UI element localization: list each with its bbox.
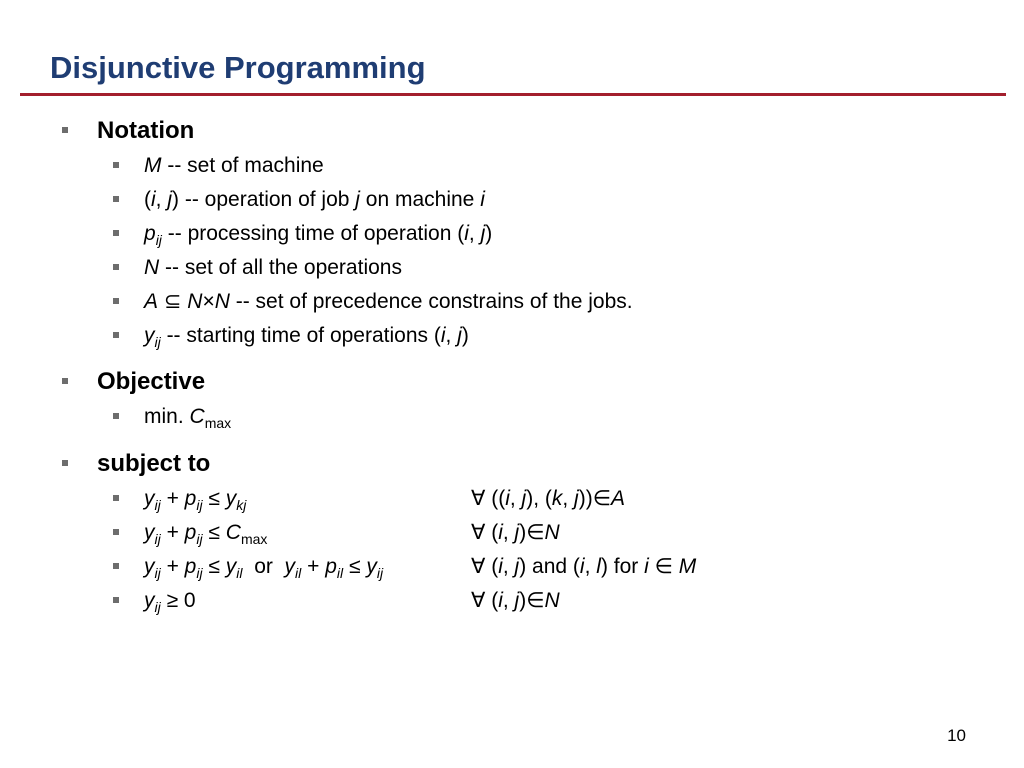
notation-heading: Notation — [97, 117, 195, 144]
square-bullet-icon — [113, 413, 119, 419]
constraint-nonnegativity-domain: ∀ (i, j)∈N — [471, 589, 560, 612]
square-bullet-icon — [62, 378, 68, 384]
constraint-precedence: $y_{ij} + p_{ij} \le y_{kj}$ — [144, 487, 247, 513]
constraint-nonnegativity: $y_{ij} \ge 0$ — [144, 589, 196, 615]
square-bullet-icon — [113, 529, 119, 535]
notation-item-operation: (i, j) -- operation of job j on machine i — [144, 188, 485, 211]
constraint-precedence-domain: ∀ ((i, j), (k, j))∈A — [471, 487, 625, 510]
square-bullet-icon — [113, 196, 119, 202]
constraints-heading: subject to — [97, 450, 211, 477]
page-number: 10 — [947, 726, 966, 745]
square-bullet-icon — [113, 230, 119, 236]
square-bullet-icon — [113, 495, 119, 501]
title-divider — [20, 93, 1006, 96]
constraint-disjunctive-domain: ∀ (i, j) and (i, l) for i ∈ M — [471, 555, 697, 578]
objective-item: min. $C_{max}$ — [144, 405, 232, 431]
notation-item-operations-set: N -- set of all the operations — [144, 256, 402, 279]
notation-item-processing-time: $p_{ij}$ -- processing time of operation (i, j) — [144, 222, 493, 248]
square-bullet-icon — [113, 298, 119, 304]
square-bullet-icon — [113, 264, 119, 270]
square-bullet-icon — [113, 332, 119, 338]
square-bullet-icon — [62, 460, 68, 466]
square-bullet-icon — [113, 162, 119, 168]
notation-item-precedence: A ⊆ N×N -- set of precedence constrains of the jobs. — [144, 290, 633, 313]
notation-item-machines: M -- set of machine — [144, 154, 324, 177]
square-bullet-icon — [62, 127, 68, 133]
slide-title: Disjunctive Programming — [50, 50, 426, 85]
objective-heading: Objective — [97, 368, 206, 395]
square-bullet-icon — [113, 597, 119, 603]
square-bullet-icon — [113, 563, 119, 569]
notation-item-start-time: $y_{ij}$ -- starting time of operations (i, j) — [144, 324, 469, 350]
constraint-makespan: $y_{ij} + p_{ij} \le C_{max}$ — [144, 521, 268, 547]
constraint-makespan-domain: ∀ (i, j)∈N — [471, 521, 560, 544]
constraint-disjunctive: $y_{ij} + p_{ij} \le y_{il}$ or $y_{il} + p_{il} \le y_{ij}$ — [144, 555, 384, 581]
